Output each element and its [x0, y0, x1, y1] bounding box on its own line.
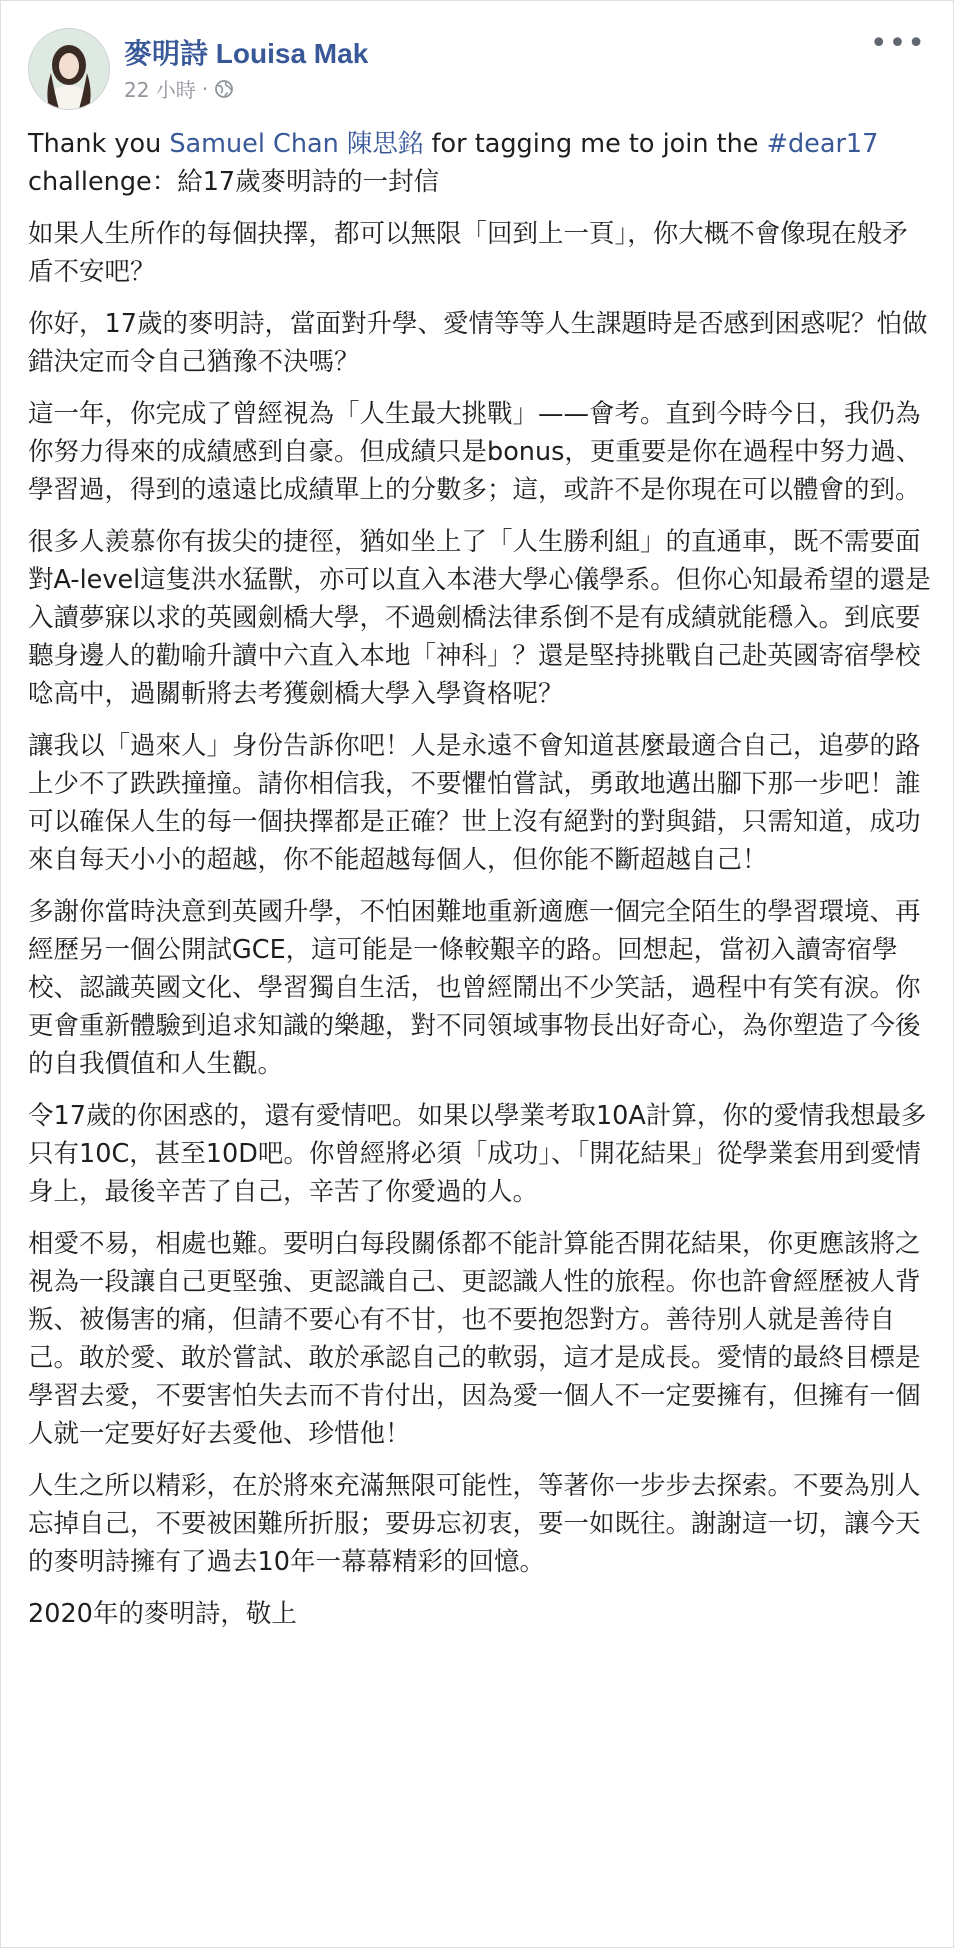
meta-separator: · — [201, 76, 209, 101]
post-body — [28, 125, 931, 1647]
post-paragraph: 多謝你當時決意到英國升學，不怕困難地重新適應一個完全陌生的學習環境、再經歷另一個公開試GCE，這可能是一條較艱辛的路。回想起，當初入讀寄宿學校、認識英國文化、學習獨自生活，也曾經鬧出不少笑話，過程中有笑有淚。你更會重新體驗到追求知識的樂趣，對不同領域事物長出好奇心，為你塑造了今後的自我價值和人生觀。 — [28, 897, 921, 1079]
mention-link[interactable]: Samuel Chan 陳思銘 — [169, 129, 424, 159]
post-paragraph: 讓我以「過來人」身份告訴你吧！人是永遠不會知道甚麼最適合自己，追夢的路上少不了跌跌撞撞。請你相信我，不要懼怕嘗試，勇敢地邁出腳下那一步吧！誰可以確保人生的每一個抉擇都是正確？世上沒有絕對的對與錯，只需知道，成功來自每天小小的超越，你不能超越每個人，但你能不斷超越自己！ — [28, 731, 921, 875]
intro-text: Thank you — [28, 129, 170, 159]
post-intro — [28, 125, 931, 201]
hashtag-link[interactable]: #dear17 — [766, 129, 879, 159]
post-paragraph: 相愛不易，相處也難。要明白每段關係都不能計算能否開花結果，你更應該將之視為一段讓自己更堅強、更認識自己、更認識人性的旅程。你也許會經歷被人背叛、被傷害的痛，但請不要心有不甘，也不要抱怨對方。善待別人就是善待自己。敢於愛、敢於嘗試、敢於承認自己的軟弱，這才是成長。愛情的最終目標是學習去愛，不要害怕失去而不肯付出，因為愛一個人不一定要擁有，但擁有一個人就一定要好好去愛他、珍惜他！ — [28, 1229, 921, 1449]
avatar-image — [29, 29, 109, 109]
post-paragraph: 如果人生所作的每個抉擇，都可以無限「回到上一頁」，你大概不會像現在般矛盾不安吧？ — [28, 219, 908, 287]
post-paragraph: 這一年，你完成了曾經視為「人生最大挑戰」——會考。直到今時今日，我仍為你努力得來的成績感到自豪。但成績只是bonus，更重要是你在過程中努力過、學習過，得到的遠遠比成績單上的分數多；這，或許不是你現在可以體會的到。 — [28, 399, 922, 505]
post-paragraph: 很多人羨慕你有拔尖的捷徑，猶如坐上了「人生勝利組」的直通車，既不需要面對A-level這隻洪水猛獸，亦可以直入本港大學心儀學系。但你心知最希望的還是入讀夢寐以求的英國劍橋大學，不過劍橋法律系倒不是有成績就能穩入。到底要聽身邊人的勸喻升讀中六直入本地「神科」？還是堅持挑戰自己赴英國寄宿學校唸高中，過關斬將去考獲劍橋大學入學資格呢？ — [28, 527, 931, 709]
intro-text: challenge：給17歲麥明詩的一封信 — [28, 167, 440, 197]
more-options-icon[interactable]: ••• — [869, 26, 926, 61]
author-name[interactable]: 麥明詩 Louisa Mak — [124, 38, 369, 69]
post-paragraph: 令17歲的你困惑的，還有愛情吧。如果以學業考取10A計算，你的愛情我想最多只有10C，甚至10D吧。你曾經將必須「成功」、「開花結果」從學業套用到愛情身上，最後辛苦了自己，辛苦了你愛過的人。 — [28, 1101, 927, 1207]
post-paragraph: 你好，17歲的麥明詩，當面對升學、愛情等等人生課題時是否感到困惑呢？怕做錯決定而令自己猶豫不決嗎？ — [28, 309, 928, 377]
post-header — [28, 28, 926, 110]
avatar[interactable] — [28, 28, 110, 110]
post-meta — [124, 74, 234, 103]
timestamp-link[interactable]: 22 小時 — [124, 78, 196, 102]
post-signature: 2020年的麥明詩，敬上 — [28, 1599, 297, 1629]
intro-text: for tagging me to join the — [423, 129, 767, 159]
globe-icon[interactable] — [214, 79, 234, 99]
post-paragraph: 人生之所以精彩，在於將來充滿無限可能性，等著你一步步去探索。不要為別人忘掉自己，不要被困難所折服；要毋忘初衷，要一如既往。謝謝這一切，讓今天的麥明詩擁有了過去10年一幕幕精彩的回憶。 — [28, 1471, 921, 1577]
